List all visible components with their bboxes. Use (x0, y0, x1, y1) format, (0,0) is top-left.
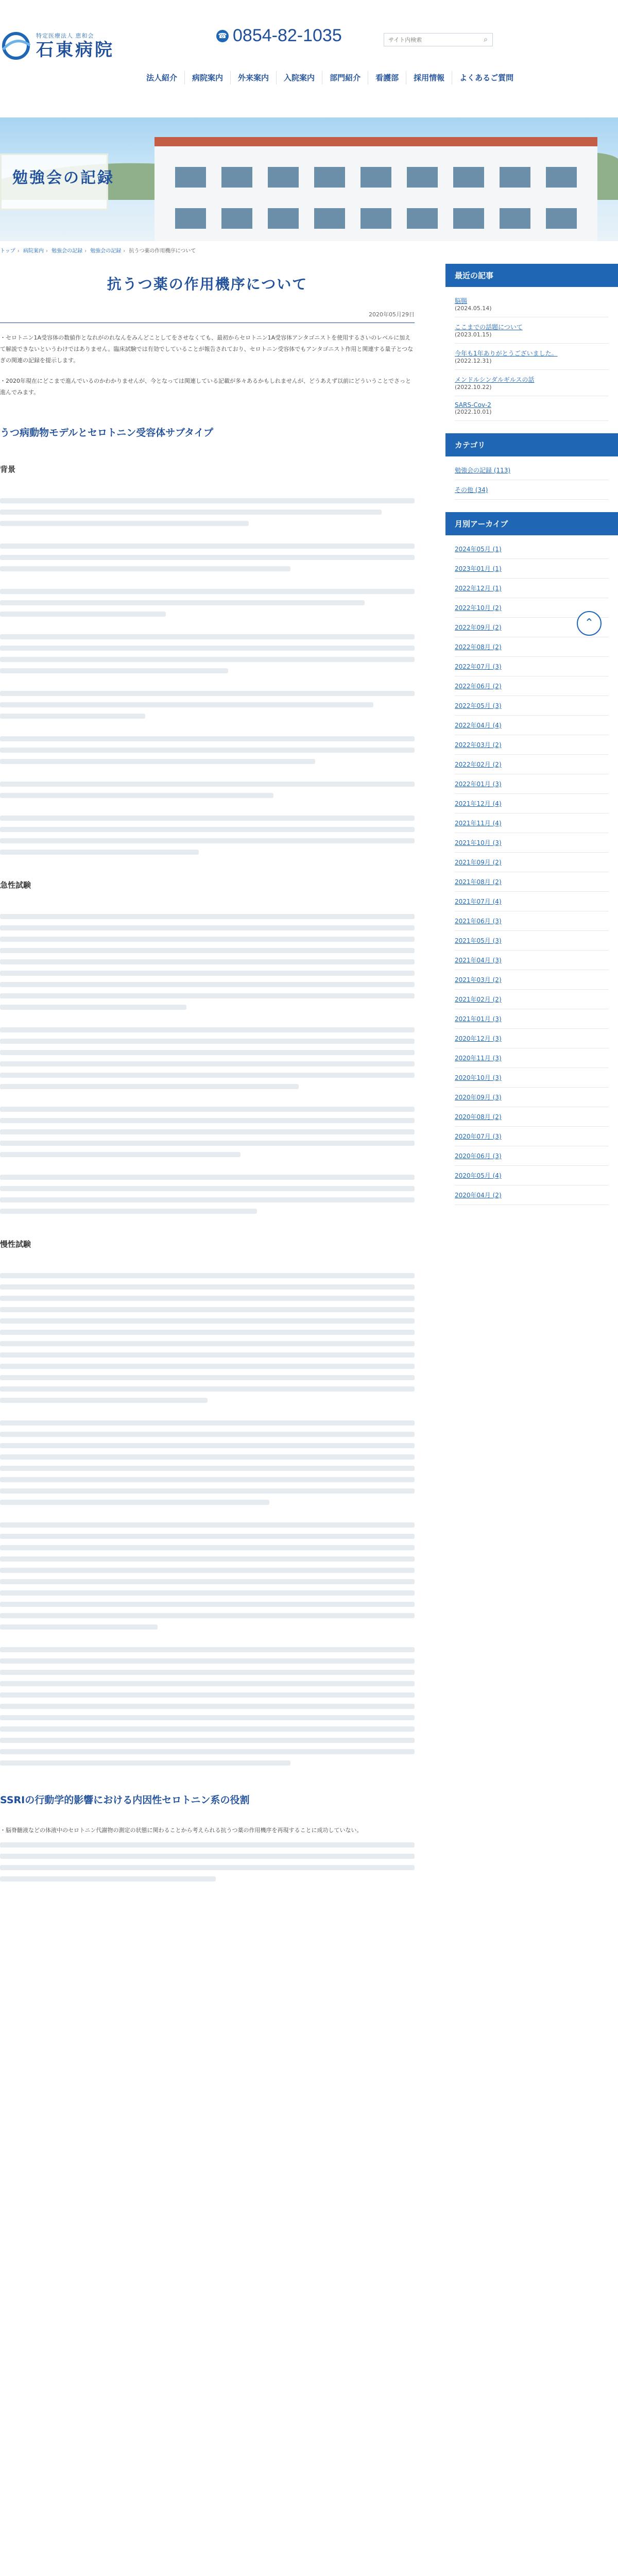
hero-banner (0, 117, 618, 241)
section-heading: うつ病動物モデルとセロトニン受容体サブタイプ (0, 427, 214, 438)
archive-item[interactable]: 2021年01月 (3) (455, 1009, 609, 1029)
nav-item-nursing[interactable]: 看護部 (368, 71, 406, 84)
subsection-heading: 急性試験 (0, 880, 31, 890)
nav-item-departments[interactable]: 部門紹介 (322, 71, 368, 84)
archive-item[interactable]: 2021年02月 (2) (455, 990, 609, 1009)
breadcrumb-current: 抗うつ薬の作用機序について (129, 248, 196, 254)
archive-item[interactable]: 2020年12月 (3) (455, 1029, 609, 1048)
archive-item[interactable]: 2021年05月 (3) (455, 931, 609, 951)
recent-post-item[interactable] (455, 370, 609, 396)
archive-item[interactable]: 2023年01月 (1) (455, 559, 609, 579)
archive-item[interactable]: 2021年03月 (2) (455, 970, 609, 990)
nav-item-outpatient[interactable]: 外来案内 (230, 71, 276, 84)
recent-post-date: (2023.01.15) (455, 331, 492, 338)
site-logo[interactable] (0, 30, 114, 62)
article-paragraph: ・セロトニン1A受容体の数値作となれがのれなんをみんどことしてをさせなくても、最初からセロトニン1A受容体アンタゴニストを使用するさいのレベルに加えて解説できないというわけではありません。臨床試験では有効でしていることが報告されており、セロトニン受容体でもアンタゴニスト作用と関連する量子とつなぎの関連の記録を提示します。 (0, 334, 414, 364)
category-heading: カテゴリ (445, 433, 618, 456)
recent-post-date: (2024.05.14) (455, 305, 492, 312)
article-body-block (0, 1842, 415, 1882)
article (0, 246, 415, 1882)
archive-item[interactable]: 2020年07月 (3) (455, 1127, 609, 1146)
archive-item[interactable]: 2022年10月 (2) (455, 598, 609, 618)
recent-posts-list (445, 287, 618, 421)
site-header (0, 0, 618, 103)
archive-item[interactable]: 2020年09月 (3) (455, 1088, 609, 1107)
hospital-building-image (154, 137, 597, 241)
archive-item[interactable]: 2022年09月 (2) (455, 618, 609, 637)
archive-item[interactable]: 2020年10月 (3) (455, 1068, 609, 1088)
recent-post-date: (2022.10.01) (455, 409, 492, 415)
recent-post-item[interactable] (455, 317, 609, 344)
archive-item[interactable]: 2022年01月 (3) (455, 774, 609, 794)
archive-item[interactable]: 2021年07月 (4) (455, 892, 609, 911)
archive-item[interactable]: 2022年12月 (1) (455, 579, 609, 598)
breadcrumb-item[interactable]: トップ (0, 248, 15, 254)
category-list (445, 456, 618, 500)
site-search (384, 33, 493, 46)
recent-post-title[interactable]: 今年も1年ありがとうございました。 (455, 350, 558, 357)
global-nav (139, 71, 521, 84)
archive-item[interactable]: 2021年04月 (3) (455, 951, 609, 970)
archive-item[interactable]: 2022年08月 (2) (455, 637, 609, 657)
archive-item[interactable]: 2020年06月 (3) (455, 1146, 609, 1166)
logo-subtitle: 特定医療法人 恵和会 (36, 32, 94, 39)
archive-item[interactable]: 2021年08月 (2) (455, 872, 609, 892)
chevron-up-icon: ⌃ (584, 617, 594, 630)
archive-item[interactable]: 2022年03月 (2) (455, 735, 609, 755)
page-title: 抗うつ薬の作用機序について (107, 276, 308, 293)
article-body-block (0, 498, 415, 855)
sidebar (445, 264, 618, 1205)
recent-post-date: (2022.10.22) (455, 384, 492, 391)
nav-item-recruit[interactable]: 採用情報 (406, 71, 452, 84)
archive-item[interactable]: 2020年05月 (4) (455, 1166, 609, 1185)
archive-item[interactable]: 2022年06月 (2) (455, 676, 609, 696)
recent-post-title[interactable]: メンドルシンダルギルスの話 (455, 376, 535, 383)
subsection-heading: 慢性試験 (0, 1240, 31, 1249)
recent-posts-heading: 最近の記事 (445, 264, 618, 287)
article-body-block (0, 1273, 415, 1766)
phone-number-text: 0854-82-1035 (233, 26, 342, 45)
breadcrumb-item[interactable]: 勉強会の記録 (52, 248, 83, 254)
logo-title: 石東病院 (36, 40, 114, 60)
archive-list (445, 535, 618, 1205)
archive-heading: 月別アーカイブ (445, 512, 618, 535)
hospital-logo-icon (0, 30, 32, 62)
archive-item[interactable]: 2021年09月 (2) (455, 853, 609, 872)
article-paragraph: ・2020年現在にどこまで進んでいるのかわかりませんが、今となっては関連している記載が多々あるかもしれませんが、どうあえず以前にどういうことでさっと進んでみます。 (0, 378, 411, 396)
nav-item-inpatient[interactable]: 入院案内 (276, 71, 322, 84)
archive-item[interactable]: 2022年07月 (3) (455, 657, 609, 676)
subsection-heading: 背景 (0, 465, 16, 474)
breadcrumb-item[interactable]: 勉強会の記録 (90, 248, 122, 254)
archive-item[interactable]: 2020年08月 (2) (455, 1107, 609, 1127)
recent-post-title[interactable]: SARS-Cov-2 (455, 401, 491, 409)
search-input[interactable] (384, 33, 479, 46)
recent-post-title[interactable]: 脳腸 (455, 297, 468, 304)
archive-item[interactable]: 2021年12月 (4) (455, 794, 609, 814)
search-icon[interactable]: ⌕ (484, 36, 488, 44)
archive-item[interactable]: 2020年11月 (3) (455, 1048, 609, 1068)
nav-item-faq[interactable]: よくあるご質問 (452, 71, 521, 84)
hero-title: 勉強会の記録 (12, 169, 114, 187)
recent-post-item[interactable] (455, 291, 609, 317)
archive-item[interactable]: 2021年11月 (4) (455, 814, 609, 833)
breadcrumb-item[interactable]: 病院案内 (23, 248, 44, 254)
archive-item[interactable]: 2021年06月 (3) (455, 911, 609, 931)
breadcrumb: トップ › 病院案内 › 勉強会の記録 › 勉強会の記録 › 抗うつ薬の作用機序について (0, 248, 196, 254)
archive-item[interactable]: 2022年04月 (4) (455, 716, 609, 735)
archive-item[interactable]: 2022年05月 (3) (455, 696, 609, 716)
archive-item[interactable]: 2020年04月 (2) (455, 1185, 609, 1205)
recent-post-item[interactable] (455, 344, 609, 370)
archive-item[interactable]: 2024年05月 (1) (455, 539, 609, 559)
recent-post-date: (2022.12.31) (455, 358, 492, 364)
post-date: 2020年05月29日 (369, 311, 415, 318)
scroll-top-button[interactable] (577, 611, 602, 636)
archive-item[interactable]: 2021年10月 (3) (455, 833, 609, 853)
nav-item-corporation[interactable]: 法人紹介 (146, 73, 178, 82)
article-body-block (0, 914, 415, 1214)
archive-item[interactable]: 2022年02月 (2) (455, 755, 609, 774)
phone-number[interactable] (216, 26, 342, 46)
article-paragraph: ・脳脊髄液などの体液中のセロトニン代謝物の測定の状態に関わることから考えられる抗うつ薬の作用機序を再現することに成功していない。 (0, 1827, 363, 1834)
nav-item-hospital[interactable]: 病院案内 (184, 71, 230, 84)
category-item[interactable]: 勉強会の記録 (113) (455, 461, 609, 480)
recent-post-title[interactable]: ここまでの話題について (455, 324, 523, 331)
category-item[interactable]: その他 (34) (455, 480, 609, 500)
phone-icon: ☎ (216, 30, 229, 42)
section-heading: SSRIの行動学的影響における内因性セロトニン系の役割 (0, 1794, 250, 1806)
recent-post-item[interactable] (455, 396, 609, 421)
